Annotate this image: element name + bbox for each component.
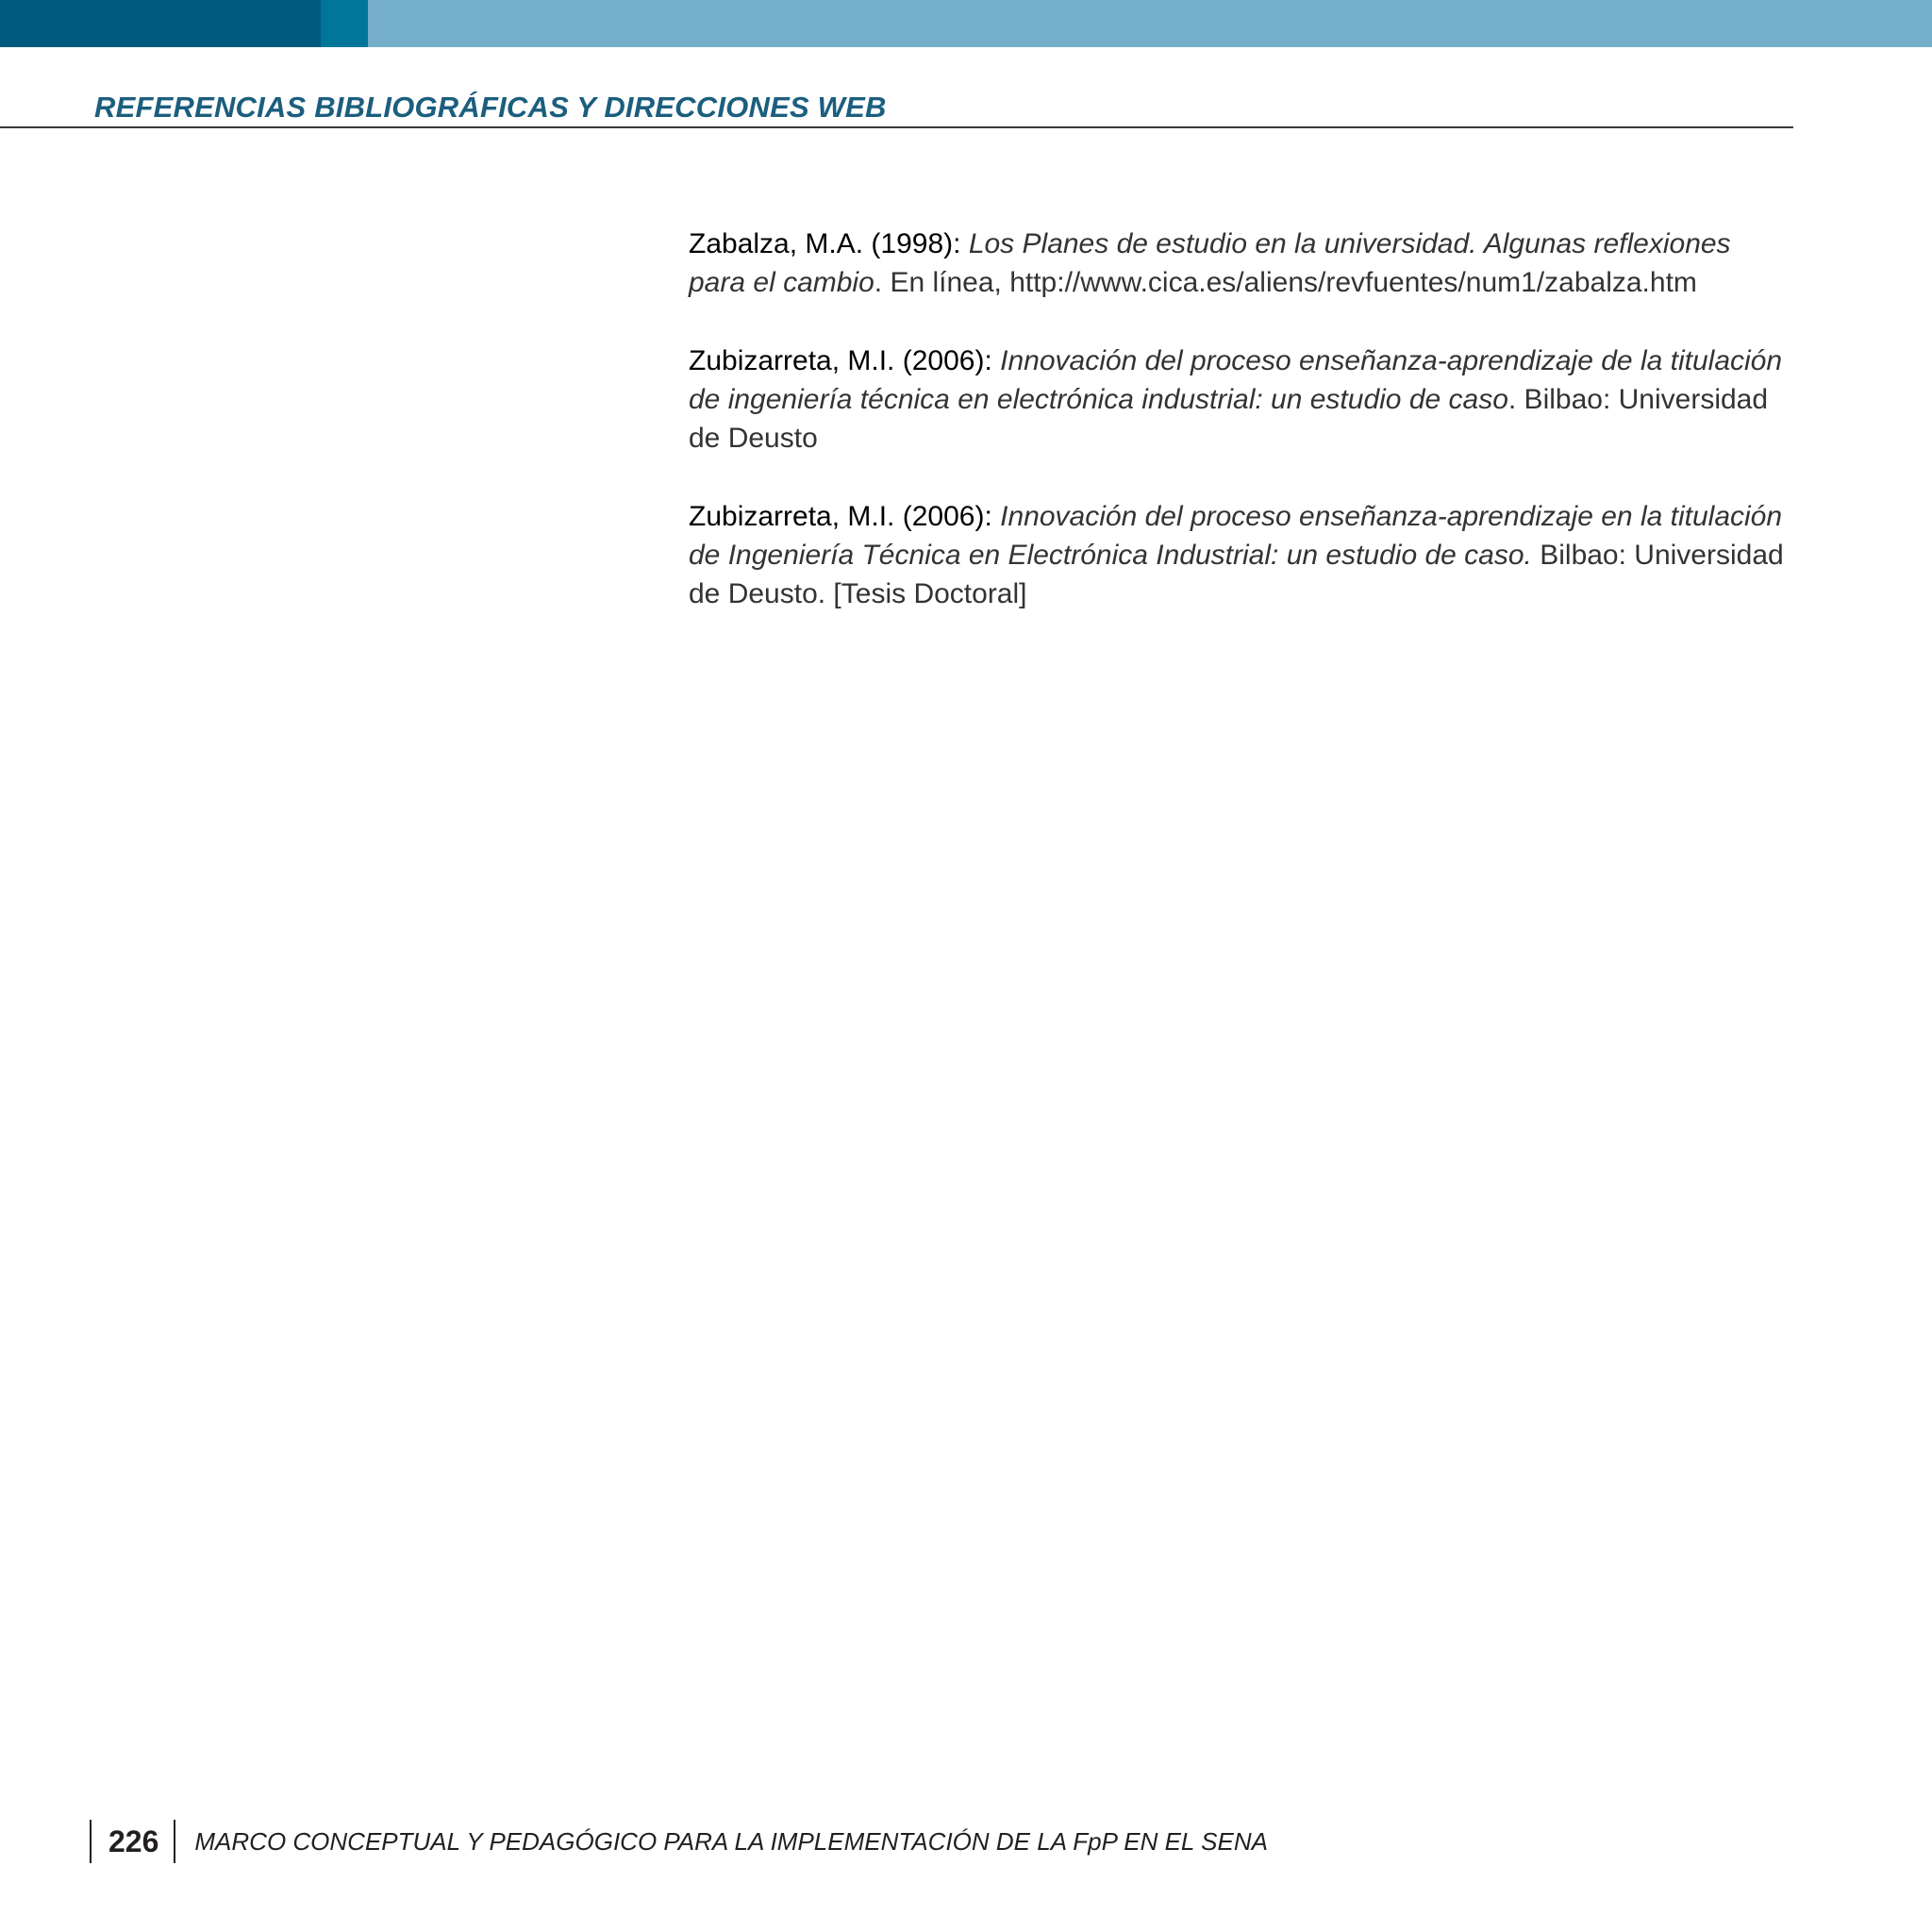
reference-author: Zubizarreta, M.I. (2006): (689, 345, 992, 376)
running-head-title: REFERENCIAS BIBLIOGRÁFICAS Y DIRECCIONES WEB (94, 91, 887, 124)
reference-details: . En línea, http://www.cica.es/aliens/revfuentes/num1/zabalza.htm (874, 267, 1697, 298)
reference-details: Bilbao: Universidad de Deusto. [Tesis Doctoral] (689, 540, 1784, 609)
footer-divider-right (174, 1820, 175, 1863)
reference-author: Zabalza, M.A. (1998): (689, 228, 961, 259)
reference-entry (689, 341, 1792, 458)
top-band-dark-segment (0, 0, 321, 47)
header-rule (0, 126, 1793, 128)
top-band-light-segment (368, 0, 1932, 47)
reference-list (689, 225, 1792, 653)
reference-entry (689, 225, 1792, 302)
page-footer (90, 1819, 1268, 1864)
reference-title: Los Planes de estudio en la universidad. Algunas reflexiones para el cambio (689, 228, 1731, 298)
reference-title: Innovación del proceso enseñanza-aprendizaje de la titulación de ingeniería técnica en electrónica industrial: un estudio de caso (689, 345, 1783, 415)
top-color-band (0, 0, 1932, 47)
top-band-mid-segment (321, 0, 368, 47)
reference-author: Zubizarreta, M.I. (2006): (689, 501, 992, 532)
page-number: 226 (108, 1824, 159, 1858)
footer-divider-left (90, 1820, 92, 1863)
reference-title: Innovación del proceso enseñanza-aprendizaje en la titulación de Ingeniería Técnica en Electrónica Industrial: un estudio de caso. (689, 501, 1783, 571)
reference-details: . Bilbao: Universidad de Deusto (689, 384, 1769, 454)
footer-book-title: MARCO CONCEPTUAL Y PEDAGÓGICO PARA LA IMPLEMENTACIÓN DE LA FpP EN EL SENA (194, 1826, 1268, 1856)
reference-entry (689, 497, 1792, 613)
